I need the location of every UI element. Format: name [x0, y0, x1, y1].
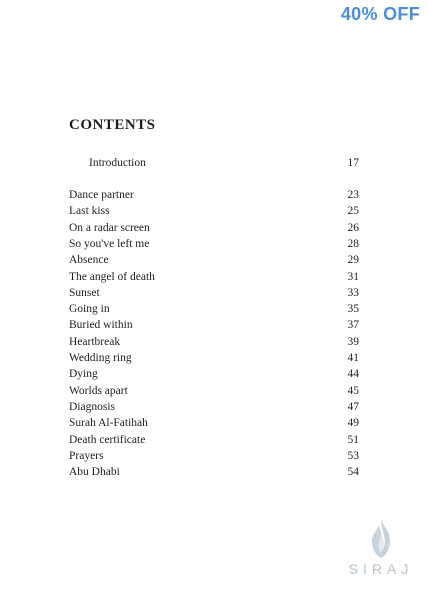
toc-row — [69, 204, 359, 218]
toc-entry-page: 33 — [347, 286, 359, 299]
toc-row — [69, 416, 359, 430]
toc-entry-page: 35 — [347, 303, 359, 316]
toc-entry-title: Heartbreak — [69, 335, 121, 348]
toc-entry-title: Death certificate — [69, 433, 146, 446]
toc-entry-page: 25 — [347, 205, 359, 218]
toc-entry-page: 31 — [347, 270, 359, 283]
toc-row — [69, 270, 359, 284]
toc-entry-title: Wedding ring — [69, 352, 132, 364]
toc-entry-title: Dance partner — [69, 189, 134, 201]
toc-row — [69, 253, 359, 267]
toc-entry-title: Last kiss — [69, 205, 110, 218]
toc-row — [69, 302, 359, 316]
toc-entry-page: 49 — [347, 417, 359, 430]
discount-badge: 40% OFF — [340, 4, 420, 24]
toc-row — [69, 465, 359, 479]
toc-row — [69, 400, 359, 414]
toc-entry-page: 41 — [347, 352, 359, 364]
toc-entry-title: Dying — [69, 368, 98, 381]
toc-entry-page: 51 — [347, 433, 359, 446]
contents-heading: CONTENTS — [69, 117, 156, 133]
toc-entry-page: 54 — [347, 466, 359, 479]
toc-entry-page: 45 — [347, 384, 359, 397]
toc-entry-title: The angel of death — [69, 270, 155, 283]
toc-row — [69, 433, 359, 447]
toc-entry-title: Worlds apart — [69, 384, 128, 397]
siraj-watermark — [346, 519, 416, 581]
toc-row — [69, 237, 359, 251]
toc-row — [69, 449, 359, 463]
toc-row — [69, 221, 359, 235]
flame-icon — [368, 519, 394, 559]
toc-row — [69, 318, 359, 332]
toc-entry-title: Surah Al-Fatihah — [69, 417, 148, 430]
toc-entry-page: 37 — [347, 319, 359, 332]
toc-entry-title: Abu Dhabi — [69, 466, 120, 479]
toc-entry-page: 47 — [347, 400, 359, 413]
toc-row — [69, 286, 359, 300]
toc-entry-page: 28 — [347, 237, 359, 250]
toc-entry-title: Buried within — [69, 319, 133, 332]
toc-entry-title: Prayers — [69, 449, 104, 462]
toc-entry-page: 23 — [347, 189, 359, 201]
toc-entry-page: 44 — [347, 368, 359, 381]
toc-entry-title: Absence — [69, 254, 109, 267]
toc-entry-title: Going in — [69, 303, 110, 316]
toc-intro-page: 17 — [347, 157, 359, 169]
toc-entry-title: So you've left me — [69, 237, 150, 250]
toc-row — [69, 188, 359, 202]
watermark-text: SIRAJ — [348, 561, 414, 577]
toc-row — [69, 335, 359, 349]
toc-row — [69, 351, 359, 365]
toc-row — [69, 384, 359, 398]
toc-entry-page: 53 — [347, 449, 359, 462]
toc-entry-page: 29 — [347, 254, 359, 267]
toc-entry-page: 26 — [347, 221, 359, 234]
toc-entry-title: Diagnosis — [69, 400, 115, 413]
toc-intro-row — [69, 156, 359, 170]
toc-entry-title: On a radar screen — [69, 221, 150, 234]
toc-entry-title: Sunset — [69, 286, 100, 299]
toc-intro-title: Introduction — [89, 157, 146, 169]
toc-entry-page: 39 — [347, 335, 359, 348]
toc-row — [69, 367, 359, 381]
